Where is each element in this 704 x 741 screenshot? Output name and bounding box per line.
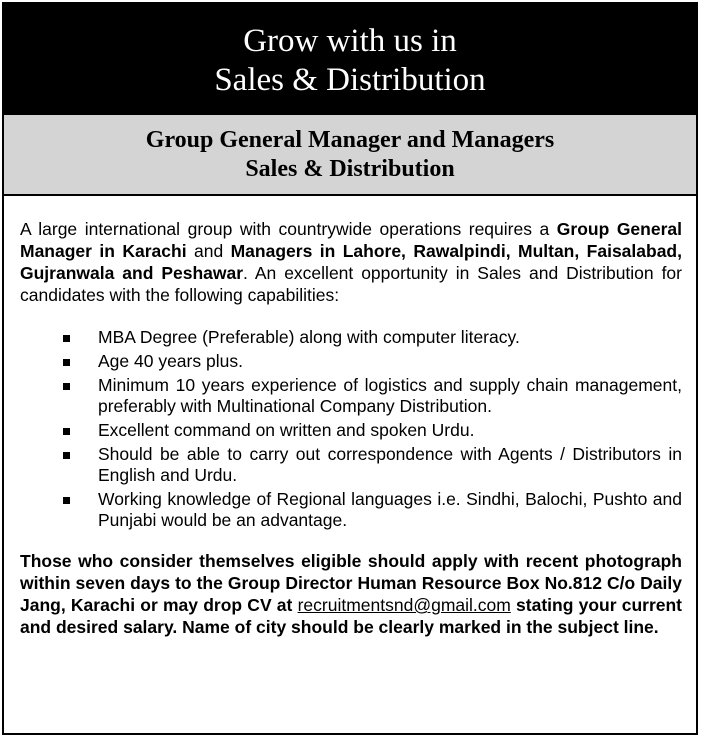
list-item <box>20 375 682 417</box>
apply-text-1: Those who consider themselves eligible should apply with recent photograph within seven days to the Group Director Human Resource Box No.812 C/o Daily Jang, Karachi or may drop CV at <box>20 551 682 615</box>
job-advertisement <box>2 2 698 735</box>
bullet-square-icon <box>63 452 70 459</box>
requirement-text: Minimum 10 years experience of logistics and supply chain management, preferably with Multinational Company Distribution. <box>98 375 682 416</box>
intro-paragraph <box>20 218 682 306</box>
bullet-square-icon <box>63 497 70 504</box>
email-link[interactable]: recruitmentsnd@gmail.com <box>297 595 511 615</box>
requirement-text: MBA Degree (Preferable) along with computer literacy. <box>98 327 520 347</box>
apply-text-2: stating your current and desired salary. Name of city should be clearly marked in the subject line. <box>20 595 682 637</box>
header-line-2: Sales & Distribution <box>214 62 486 98</box>
position-title-line-1: Group General Manager and Managers <box>145 127 555 153</box>
intro-bold-cities: Managers in Lahore, Rawalpindi, Multan, Faisalabad, Gujranwala and Peshawar <box>20 241 682 283</box>
application-instructions <box>20 550 682 638</box>
header-line-1: Grow with us in <box>243 23 457 59</box>
bullet-square-icon <box>63 428 70 435</box>
position-title-line-2: Sales & Distribution <box>245 156 455 182</box>
requirements-list <box>20 327 682 531</box>
requirement-text: Should be able to carry out correspondence with Agents / Distributors in English and Urdu. <box>98 444 682 485</box>
position-title <box>4 115 696 196</box>
list-item <box>20 444 682 486</box>
ad-header <box>4 4 696 115</box>
bullet-square-icon <box>63 359 70 366</box>
requirement-text: Working knowledge of Regional languages i.e. Sindhi, Balochi, Pushto and Punjabi would be an advantage. <box>98 489 682 530</box>
list-item <box>20 489 682 531</box>
intro-bold-karachi: Group General Manager in Karachi <box>20 219 682 261</box>
requirement-text: Age 40 years plus. <box>98 351 243 371</box>
requirement-text: Excellent command on written and spoken Urdu. <box>98 420 475 440</box>
intro-text-1: A large international group with countrywide operations requires a <box>20 219 557 239</box>
bullet-square-icon <box>63 383 70 390</box>
intro-text-3: . An excellent opportunity in Sales and Distribution for candidates with the following capabilities: <box>20 263 682 305</box>
bullet-square-icon <box>63 335 70 342</box>
ad-body <box>4 196 696 638</box>
list-item <box>20 327 682 348</box>
list-item <box>20 351 682 372</box>
intro-text-2: and <box>186 241 231 261</box>
list-item <box>20 420 682 441</box>
